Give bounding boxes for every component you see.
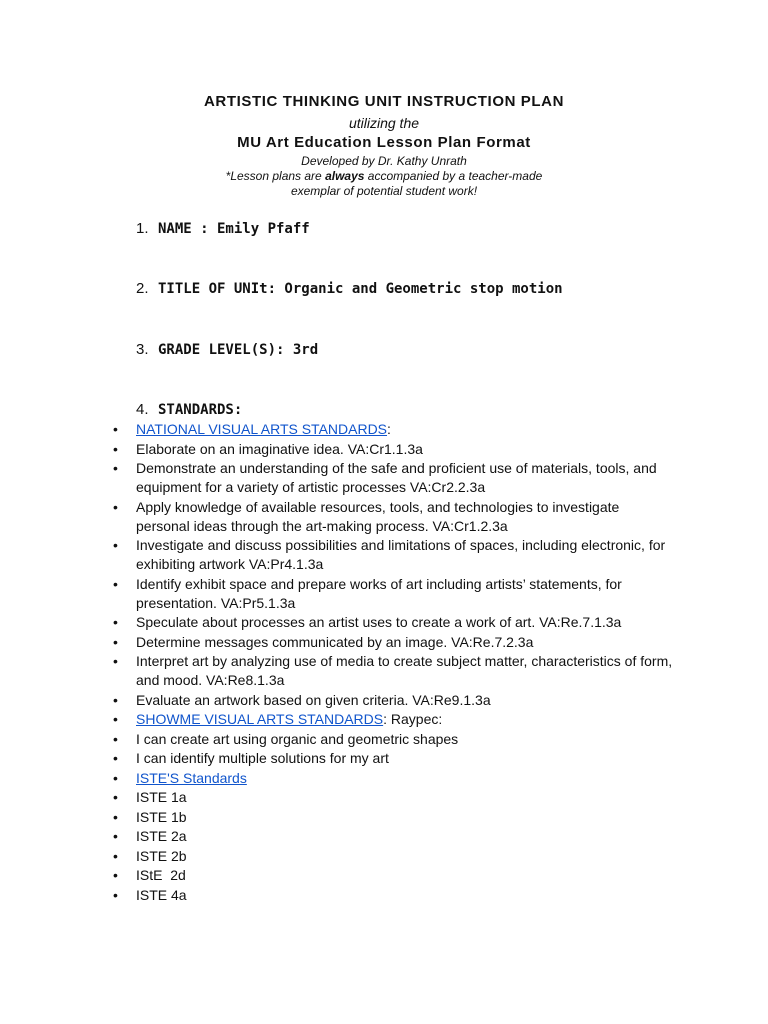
section-number: 1. xyxy=(136,220,149,237)
section-name xyxy=(136,220,310,237)
standard-text: Identify exhibit space and prepare works of art including artists’ statements, for presentation. VA:Pr5.1.3a xyxy=(136,575,622,611)
bullet-icon: • xyxy=(113,691,118,708)
standard-text: ISTE 1a xyxy=(136,789,187,805)
list-item xyxy=(0,749,676,768)
section-label: NAME : Emily Pfaff xyxy=(158,221,310,237)
list-item xyxy=(0,827,676,846)
standard-text: IStE 2d xyxy=(136,867,186,883)
section-label: STANDARDS: xyxy=(158,402,243,418)
list-item xyxy=(0,652,676,690)
bullet-icon: • xyxy=(113,769,118,786)
standard-text: Elaborate on an imaginative idea. VA:Cr1.1.3a xyxy=(136,440,423,457)
national-standards-link[interactable]: NATIONAL VISUAL ARTS STANDARDS xyxy=(136,421,388,437)
section-number: 4. xyxy=(136,401,149,418)
list-item xyxy=(0,440,676,459)
standard-text: ISTE 2b xyxy=(136,847,187,864)
list-item xyxy=(0,710,676,729)
bullet-icon: • xyxy=(113,653,118,669)
list-item xyxy=(0,788,676,807)
list-item xyxy=(0,498,676,536)
plan-title: ARTISTIC THINKING UNIT INSTRUCTION PLAN xyxy=(203,93,565,110)
standard-text: Speculate about processes an artist uses to create a work of art. VA:Re.7.1.3a xyxy=(136,614,622,630)
bullet-icon: • xyxy=(113,828,118,844)
bullet-icon: • xyxy=(113,867,118,883)
standard-text: ISTE 4a xyxy=(136,886,187,903)
showme-standards-link[interactable]: SHOWME VISUAL ARTS STANDARDS xyxy=(136,711,384,727)
standard-text: Evaluate an artwork based on given criteria. VA:Re9.1.3a xyxy=(136,691,491,708)
note-prefix: *Lesson plans are xyxy=(225,169,326,183)
list-item xyxy=(0,420,676,439)
list-item xyxy=(0,613,676,632)
list-item xyxy=(0,691,676,710)
list-item xyxy=(0,886,676,905)
note-suffix: accompanied by a teacher-made xyxy=(364,169,543,183)
list-item xyxy=(0,808,676,827)
developed-by-line: Developed by Dr. Kathy Unrath xyxy=(301,154,467,168)
bullet-icon: • xyxy=(113,886,118,903)
list-item xyxy=(0,575,676,613)
bullet-icon: • xyxy=(113,633,118,650)
note-bold: always xyxy=(325,169,365,183)
standard-text: Interpret art by analyzing use of media to create subject matter, characteristics of form, and mood. VA:Re8.1.3a xyxy=(136,653,673,688)
list-item xyxy=(0,536,676,574)
bullet-icon: • xyxy=(113,789,118,805)
bullet-icon: • xyxy=(113,750,118,766)
list-item xyxy=(0,769,676,788)
bullet-icon: • xyxy=(113,808,118,825)
bullet-icon: • xyxy=(113,440,118,457)
standard-text: Demonstrate an understanding of the safe and proficient use of materials, tools, and equipment for a variety of artistic processes VA:Cr2.2.3a xyxy=(136,460,657,495)
bullet-icon: • xyxy=(113,614,118,630)
standard-text: Investigate and discuss possibilities and limitations of spaces, including electronic, for exhibiting artwork VA:Pr4.1.3a xyxy=(136,537,666,572)
standard-text: I can create art using organic and geometric shapes xyxy=(136,730,459,747)
showme-suffix: : Raypec: xyxy=(383,711,443,727)
format-title: MU Art Education Lesson Plan Format xyxy=(237,134,531,151)
bullet-icon: • xyxy=(113,711,118,727)
list-item xyxy=(0,633,676,652)
list-item xyxy=(0,866,676,885)
national-suffix: : xyxy=(387,421,391,437)
section-standards xyxy=(136,401,242,418)
standard-text: ISTE 2a xyxy=(136,828,187,844)
standard-text: I can identify multiple solutions for my art xyxy=(136,750,389,766)
bullet-icon: • xyxy=(113,575,118,592)
section-grade-level xyxy=(136,341,318,358)
list-item xyxy=(0,847,676,866)
list-item xyxy=(0,459,676,497)
section-number: 3. xyxy=(136,341,149,358)
bullet-icon: • xyxy=(113,847,118,864)
section-label: GRADE LEVEL(S): 3rd xyxy=(158,342,319,358)
note-line-2: exemplar of potential student work! xyxy=(290,184,478,198)
standards-list xyxy=(0,420,768,905)
list-item xyxy=(0,730,676,749)
bullet-icon: • xyxy=(113,498,118,515)
standard-text: ISTE 1b xyxy=(136,808,187,825)
standard-text: Apply knowledge of available resources, tools, and technologies to investigate personal ideas through the art-making process. VA:Cr1.2.3a xyxy=(136,498,620,534)
iste-standards-link[interactable]: ISTE'S Standards xyxy=(136,769,247,786)
utilizing-line: utilizing the xyxy=(348,115,420,131)
bullet-icon: • xyxy=(113,537,118,553)
bullet-icon: • xyxy=(113,421,118,437)
section-number: 2. xyxy=(136,280,149,297)
note-line-1 xyxy=(0,169,768,183)
bullet-icon: • xyxy=(113,730,118,747)
standard-text: Determine messages communicated by an image. VA:Re.7.2.3a xyxy=(136,633,534,650)
section-label: TITLE OF UNIt: Organic and Geometric stop motion xyxy=(158,281,563,297)
section-title-of-unit xyxy=(136,280,563,297)
bullet-icon: • xyxy=(113,460,118,476)
